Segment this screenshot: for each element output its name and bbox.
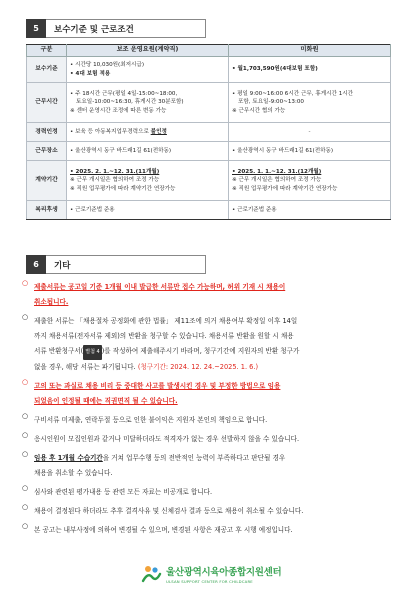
logo-name: 울산광역시육아종합지원센터 (166, 567, 282, 578)
table-cell (229, 161, 391, 201)
bullet: ○ (22, 412, 29, 420)
note-text: 임용 후 1개월 수습기간을 거쳐 업무수행 등의 전반적인 능력이 부족하다고 판단될 경우 (34, 454, 286, 462)
table-cell (67, 161, 229, 201)
section-title: 기타 (46, 255, 206, 274)
note-text: 채용을 취소할 수 있습니다. (34, 469, 113, 477)
table-cell: • 근로기준법 준용 (229, 201, 391, 220)
table-cell: • 근로기준법 준용 (67, 201, 229, 220)
list-item (22, 504, 394, 519)
table-row (27, 161, 391, 201)
note-text: 구비서류 미제출, 연락두절 등으로 인한 불이익은 지원자 본인의 책임으로 합니다. (34, 416, 268, 424)
probation-text: 임용 후 1개월 수습기간 (34, 454, 103, 462)
row-label: 경력인정 (27, 123, 67, 142)
section-number: 6 (26, 255, 46, 274)
list-item (22, 523, 394, 538)
note-text: 되었음이 인정될 때에는 직권면직 될 수 있습니다. (34, 397, 178, 405)
section-title: 보수기준 및 근로조건 (46, 19, 206, 38)
list-item (22, 451, 394, 481)
cell-line: • 보육 등 아동복지업무경력으로 (70, 128, 151, 135)
bullet: ○ (22, 431, 29, 439)
center-logo-icon (140, 563, 162, 585)
section-5-header (26, 19, 386, 38)
attachment-tag: 별첨 4 (83, 345, 101, 360)
bullet: ○ (22, 378, 29, 386)
cell-line: • 2025. 1. 1.~12. 31.(12개월) (232, 169, 322, 176)
table-cell (229, 57, 391, 83)
list-item (22, 413, 394, 428)
bullet: ○ (22, 313, 29, 321)
note-text: 채용이 결정된다 하더라도 추후 결격사유 및 신체검사 결과 등으로 채용이 취소될 수 있습니다. (34, 507, 304, 515)
table-cell (67, 83, 229, 123)
list-item (22, 379, 394, 409)
note-text: 취소됩니다. (34, 298, 69, 306)
note-text: 없을 경우, 해당 서류는 파기됩니다. (청구기간: 2024. 12. 24.~2025. 1. 6.) (34, 363, 259, 371)
bullet: ○ (22, 503, 29, 511)
cell-line: ※ 근무 개시일은 협의하여 조정 가능 (232, 177, 322, 184)
table-cell (67, 123, 229, 142)
list-item (22, 314, 394, 375)
logo-subtitle: ULSAN SUPPORT CENTER FOR CHILDCARE (166, 579, 253, 584)
cell-line: • 4대 보험 적용 (70, 70, 111, 77)
table-row (27, 201, 391, 220)
cell-line: ※ 근무시간 협의 가능 (232, 107, 286, 114)
cell-line: ※ 직원 업무평가에 따라 계약기간 연장가능 (232, 185, 338, 192)
table-row (27, 57, 391, 83)
note-text: 심사와 관련된 평가내용 등 관련 모든 자료는 비공개로 합니다. (34, 488, 213, 496)
row-label: 계약기간 (27, 161, 67, 201)
cell-line: • 시간당 10,030원(최저시급) (70, 62, 145, 69)
request-period: (청구기간: 2024. 12. 24.~2025. 1. 6.) (137, 363, 259, 371)
cell-line: • 월1,703,590원(4대보험 포함) (232, 66, 318, 73)
note-text: 서류 반환청구서( 별첨 4 )를 작성하여 제출해주시기 바라며, 청구기간에 지원자의 반환 청구가 (34, 344, 394, 360)
emphasis-text: 불인정 (150, 128, 167, 135)
note-text: 제출한 서류는 「채용절차 공정화에 관한 법률」 제11조에 의거 채용여부 확정일 이후 14일 (34, 317, 298, 325)
table-row (27, 83, 391, 123)
conditions-table (26, 44, 391, 220)
cell-line: ※ 센터 운영시간 조정에 따른 변동 가능 (70, 107, 167, 114)
cell-line: 포함, 토요일-9:00~13:00 (238, 99, 304, 106)
table-header: 보조 운영요원(계약직) (67, 45, 229, 57)
note-text: 제출서류는 공고일 기준 1개월 이내 발급한 서류만 접수 가능하며, 허위 기재 시 채용이 (34, 283, 286, 291)
table-cell (229, 83, 391, 123)
cell-line: • 평일 9:00~16:00 6시간 근무, 휴게시간 1시간 (232, 91, 354, 98)
list-item (22, 485, 394, 500)
table-row (27, 142, 391, 161)
table-cell: • 울산광역시 동구 바드래1길 61(전하동) (229, 142, 391, 161)
table-header: 구분 (27, 45, 67, 57)
list-item (22, 432, 394, 447)
bullet: ○ (22, 522, 29, 530)
table-cell: - (229, 123, 391, 142)
bullet: ○ (22, 450, 29, 458)
bullet: ○ (22, 484, 29, 492)
section-6-header (26, 255, 386, 274)
note-text: 응시인원이 모집인원과 같거나 미달하더라도 적격자가 없는 경우 선발하지 않을 수 있습니다. (34, 435, 300, 443)
list-item (22, 280, 394, 310)
cell-line: ※ 근무 개시일은 협의하여 조정 가능 (70, 177, 160, 184)
cell-line: • 2025. 2. 1.~12. 31.(11개월) (70, 169, 160, 176)
table-cell (67, 57, 229, 83)
table-cell: • 울산광역시 동구 바드래1길 61(전하동) (67, 142, 229, 161)
center-logo (140, 560, 310, 588)
row-label: 근무장소 (27, 142, 67, 161)
bullet: ○ (22, 279, 29, 287)
table-header-row (27, 45, 391, 57)
cell-line: ※ 직원 업무평가에 따라 계약기간 연장가능 (70, 185, 176, 192)
note-text: 고의 또는 과실로 채용 비리 등 중대한 사고를 발생시킨 경우 및 부정한 방법으로 임용 (34, 382, 281, 390)
table-row (27, 123, 391, 142)
note-text: 까지 채용서류(전자서류 제외)의 반환을 청구할 수 있습니다. 채용서류 반환을 원할 시 채용 (34, 332, 294, 340)
cell-line: • 주 18시간 근무(평일 4일-15:00~18:00, (70, 91, 178, 98)
section-number: 5 (26, 19, 46, 38)
notes-list (22, 280, 394, 542)
cell-line: 토요일-10:00~16:30, 휴게시간 30분포함) (76, 99, 184, 106)
note-text: 본 공고는 내부사정에 의하여 변경될 수 있으며, 변경된 사항은 재공고 후 시행 예정입니다. (34, 526, 293, 534)
row-label: 근무시간 (27, 83, 67, 123)
row-label: 복리후생 (27, 201, 67, 220)
row-label: 보수기준 (27, 57, 67, 83)
table-header: 미화원 (229, 45, 391, 57)
